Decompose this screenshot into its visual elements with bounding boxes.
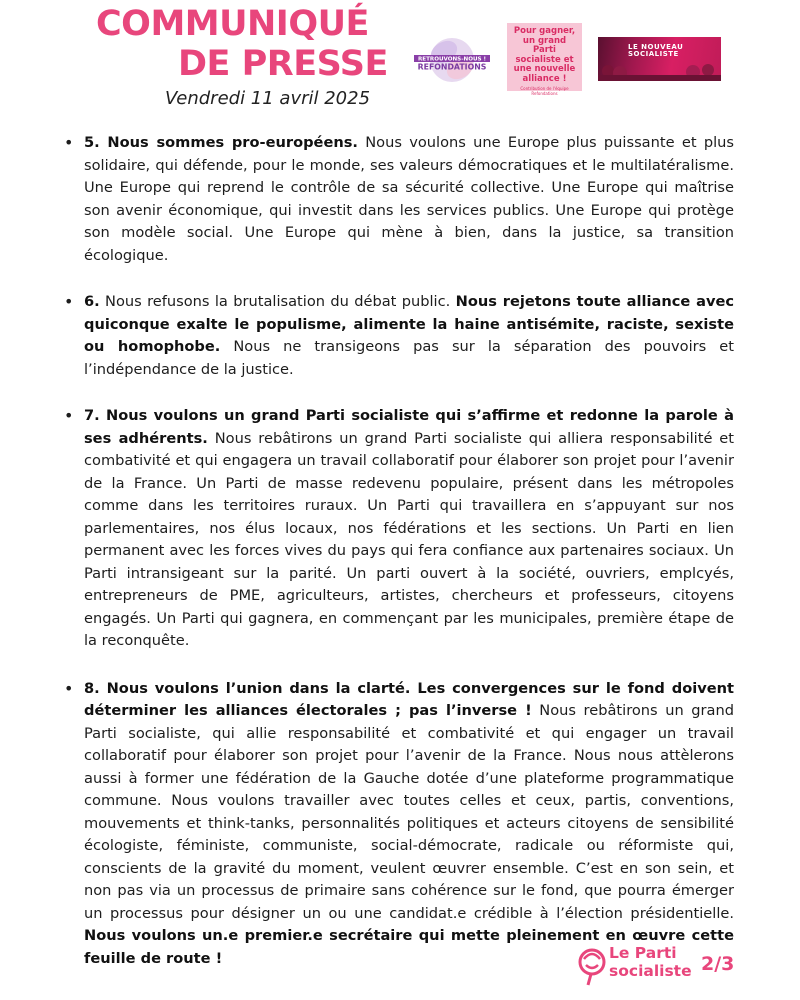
page-number: 2/3	[701, 953, 735, 975]
list-item	[64, 291, 734, 381]
item-7-heading: 7. Nous voulons un grand Parti socialiste qui s’affirme et redonne la parole à ses adhérents.	[84, 407, 734, 447]
list-item	[64, 405, 734, 653]
item-7-text: Nous rebâtirons un grand Parti socialiste qui alliera responsabilité et combativité et qui engagera un travail collaboratif pour élaborer son projet pour l’avenir de la France. Un Parti de masse redevenu populaire, présent dans les métropoles comme dans les territoires ruraux. Un Parti qui travaillera en s’appuyant sur nos parlementaires, nos élus locaux, nos fédérations et les sections. Un Parti en lien permanent avec les forces vives du pays qui fera confiance aux partenaires sociaux. Un Parti intransigeant sur la parité. Un parti ouvert à la société, ouvriers, emplcyés, entrepreneurs de PME, agriculteurs, artistes, chercheurs et professeurs, citoyens engagés. Un Parti qui gagnera, en commençant par les municipales, première étape de la reconquête.	[84, 429, 735, 649]
motion-subtitle: Contribution de l'équipe Refondations	[520, 86, 569, 96]
item-6-text2: Nous ne transigeons pas sur la séparation des pouvoirs et l’indépendance de la justice.	[84, 338, 735, 378]
item-8-closing: Nous voulons un.e premier.e secrétaire qui mette pleinement en œuvre cette feuille de route !	[84, 927, 734, 967]
refondations-logo	[414, 32, 490, 88]
campaign-banner	[598, 37, 721, 81]
party-name-line1: Le Parti	[609, 944, 677, 962]
party-name	[609, 944, 692, 980]
banner-label-line2: SOCIALISTE	[628, 50, 679, 58]
press-release-header	[0, 0, 800, 120]
banner-label	[628, 44, 683, 58]
party-name-line2: socialiste	[609, 962, 692, 980]
motion-logo	[507, 23, 582, 96]
item-5-heading: 5. Nous sommes pro-européens.	[84, 134, 358, 151]
item-6-text1: Nous refusons la brutalisation du débat public.	[99, 293, 456, 310]
title-line-1: COMMUNIQUÉ	[96, 4, 369, 44]
release-date: Vendredi 11 avril 2025	[165, 88, 371, 109]
refondations-line1: RETROUVONS-NOUS !	[417, 56, 487, 63]
document-body	[64, 132, 734, 970]
refondations-line2: REFONDATIONS	[417, 62, 487, 72]
item-5-text: Nous voulons une Europe plus puissante et plus solidaire, qui défende, pour le monde, ses valeurs démocratiques et le multilatéralisme. Une Europe qui reprend le contrôle de sa sécurité collective. Une Europe qui maîtrise son avenir économique, qui investit dans les services publics. Une Europe qui protège son modèle social. Une Europe qui mène à bien, dans la justice, sa transition écologique.	[84, 134, 734, 264]
item-8-heading: 8. Nous voulons l’union dans la clarté. Les convergences sur le fond doivent déterminer les alliances électorales ; pas l’inverse !	[84, 679, 734, 719]
motion-title: Pour gagner, un grand Parti socialiste et une nouvelle alliance !	[513, 26, 576, 84]
list-item	[64, 678, 734, 971]
banner-label-line1: LE NOUVEAU	[628, 43, 684, 51]
item-6-number: 6.	[84, 293, 100, 310]
list-item	[64, 132, 734, 267]
item-8-text: Nous rebâtirons un grand Parti socialiste, qui allie responsabilité et combativité et qui engager un travail collaboratif pour élaborer son projet pour l’avenir de la France. Nous nous attèlerons aussi à former une fédération de la Gauche dotée d’une plateforme programmatique commune. Nous voulons travailler avec toutes celles et ceux, partis, conventions, mouvements et think-tanks, personnalités politiques et acteurs citoyens de sensibilité écologiste, féministe, communiste, social-démocrate, radicale ou réformiste qui, conscients de la gravité du moment, veulent œuvrer ensemble. C’est en son sein, et non pas via un processus de primaire sans cohérence sur le fond, que pourra émerger un processus pour désigner un ou une candidat.e crédible à l’élection présidentielle.	[84, 702, 734, 922]
title-line-2: DE PRESSE	[178, 44, 388, 84]
item-6-bold: Nous rejetons toute alliance avec quiconque exalte le populisme, alimente la haine antisémite, raciste, sexiste ou homophobe.	[84, 293, 735, 355]
